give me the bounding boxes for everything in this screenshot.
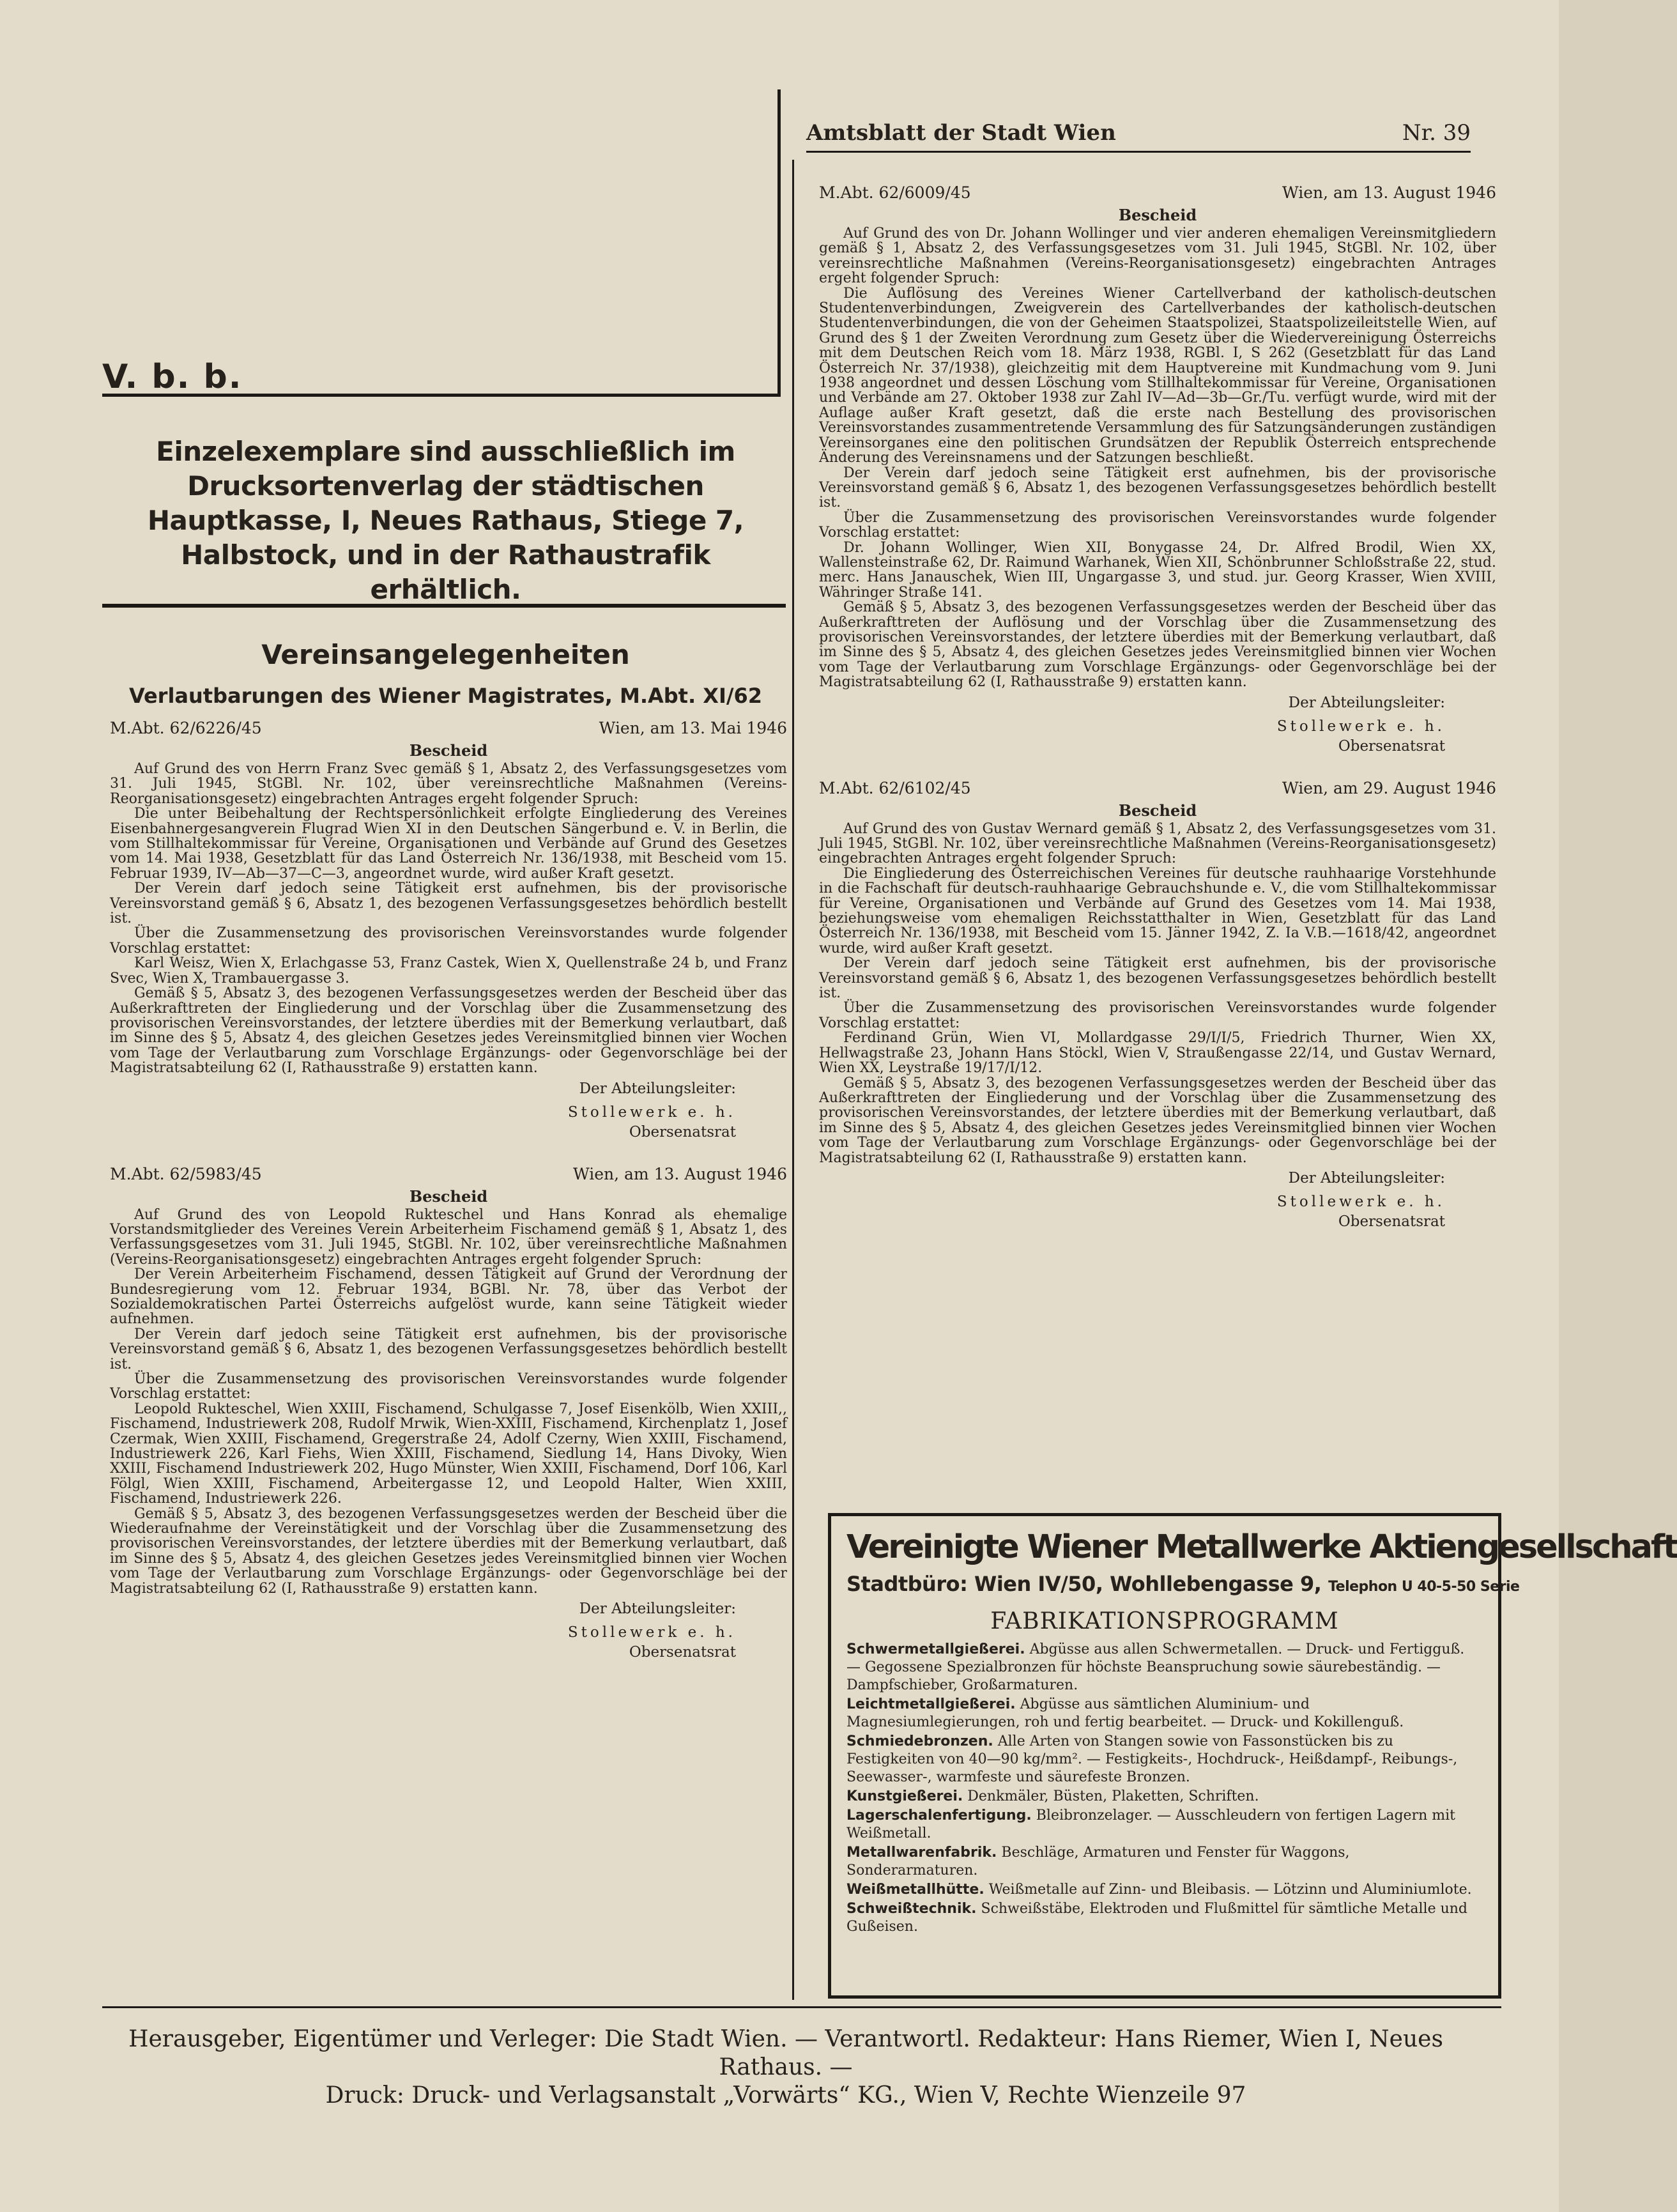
decree-ref: M.Abt. 62/6226/45 (110, 719, 262, 737)
advert-phone: Telephon U 40-5-50 Serie (1328, 1579, 1520, 1595)
decree (110, 721, 787, 1141)
decree-date: Wien, am 13. August 1946 (572, 1164, 787, 1183)
advert-item-name: Metallwarenfabrik. (846, 1845, 997, 1861)
advert-item-text: Bleibronzelager. — Ausschleudern von fertigen Lagern mit Weißmetall. (846, 1808, 1455, 1841)
advert-item-name: Schweißtechnik. (846, 1901, 977, 1917)
decree-ref-line (110, 721, 787, 740)
decree-date: Wien, am 13. August 1946 (1282, 183, 1496, 202)
decree-ref: M.Abt. 62/5983/45 (110, 1164, 262, 1183)
signature-title: Obersenatsrat (629, 1123, 736, 1141)
decree-ref: M.Abt. 62/6102/45 (819, 778, 971, 797)
masthead-box-right-rule (777, 89, 781, 396)
decree-paragraph: Über die Zusammensetzung des provisorischen Vereinsvorstandes wurde folgender Vorschlag erstattet: (110, 1371, 787, 1402)
section-title: Vereinsangelegenheiten (261, 639, 630, 670)
advert-item (846, 1881, 1483, 1899)
decree-paragraph: Die Auflösung des Vereines Wiener Cartellverband der katholisch-deutschen Studentenverbindungen, Zweigverein des Cartellverbandes der katholisch-deutschen Studentenverbindungen, die von der Geheimen Staatspolizei, Staatspolizeileitstelle Wien, auf Grund des § 1 der Zweiten Verordnung zum Gesetz über die Wiedervereinigung Österreichs mit dem Deutschen Reich vom 18. März 1938, RGBl. I, S 262 (Gesetzblatt für das Land Österreich Nr. 37/1938), gleichzeitig mit dem Hauptvereine mit Kundmachung vom 9. Juni 1938 angeordnet und dessen Löschung vom Stillhaltekommissar für Vereine, Organisationen und Verbände am 27. Oktober 1938 zur Zahl IV—Ad—3b—Gr./Tu. verfügt wurde, wird mit der Auflage außer Kraft gesetzt, daß die erste nach Bestellung des provisorischen Vereinsvorstandes zusammentretende Versammlung des für Satzungsänderungen zuständigen Vereinsorganes eine den politischen Grundsätzen der Republik Österreich entsprechende Änderung des Vereinsnamens und der Satzungen beschließt. (819, 285, 1496, 466)
advert-item-text: Denkmäler, Büsten, Plaketten, Schriften. (967, 1788, 1259, 1804)
advert-item-name: Weißmetallhütte. (846, 1882, 984, 1898)
column-divider-rule (792, 160, 794, 2000)
decree-paragraph: Der Verein darf jedoch seine Tätigkeit erst aufnehmen, bis der provisorische Vereinsvorstand gemäß § 6, Absatz 1, des bezogenen Verfassungsgesetzes behördlich bestellt ist. (819, 955, 1496, 1002)
advert-item-name: Leichtmetallgießerei. (846, 1696, 1016, 1712)
signature-name: Stollewerk e. h. (1276, 718, 1445, 735)
decree-paragraph: Dr. Johann Wollinger, Wien XII, Bonygasse 24, Dr. Alfred Brodil, Wien XX, Wallensteinstraße 62, Dr. Raimund Warhanek, Wien XII, Schönbrunner Schloßstraße 22, stud. merc. Hans Janauschek, Wien III, Ungargasse 3, und stud. jur. Georg Krasser, Wien XVIII, Währinger Straße 141. (819, 539, 1496, 601)
decree-paragraph: Leopold Rukteschel, Wien XXIII, Fischamend, Schulgasse 7, Josef Eisenkölb, Wien XXIII,, Fischamend, Industriewerk 208, Rudolf Mrwik, Wien-XXIII, Fischamend, Kirchenplatz 1, Josef Czermak, Wien XXIII, Fischamend, Gregerstraße 24, Adolf Czerny, Wien XXIII, Fischamend, Industriewerk 226, Karl Fiehs, Wien XXIII, Fischamend, Siedlung 14, Hans Divoky, Wien XXIII, Fischamend Industriewerk 202, Hugo Münster, Wien XXIII, Fischamend, Dorf 106, Karl Fölgl, Wien XXIII, Fischamend, Arbeitergasse 12, und Leopold Halter, Wien XXIII, Fischamend, Industriewerk 226. (110, 1401, 787, 1507)
vbb-mark: V. b. b. (102, 358, 243, 396)
advert-item-name: Schwermetallgießerei. (846, 1641, 1025, 1657)
decree-date: Wien, am 13. Mai 1946 (599, 719, 787, 737)
decree-paragraph: Die Eingliederung des Österreichischen Vereines für deutsche rauhhaarige Vorstehhunde in die Fachschaft für deutsch-rauhhaarige Gebrauchshunde e. V., die vom Stillhaltekommissar für Vereine, Organisationen und Verbände auf Grund des Gesetzes vom 14. Mai 1938, beziehungsweise vom ehemaligen Reichsstatthalter in Wien, Gesetzblatt für das Land Österreich Nr. 136/1938, mit Bescheid vom 15. Jänner 1942, Z. Ia V.B.—1618/42, angeordnet wurde, wird außer Kraft gesetzt. (819, 865, 1496, 956)
decree-paragraph: Der Verein darf jedoch seine Tätigkeit erst aufnehmen, bis der provisorische Vereinsvorstand gemäß § 6, Absatz 1, des bezogenen Verfassungsgesetzes behördlich bestellt ist. (110, 880, 787, 927)
advert-item (846, 1807, 1483, 1843)
advert-address-line (846, 1567, 1520, 1604)
decree-paragraph: Über die Zusammensetzung des provisorischen Vereinsvorstandes wurde folgender Vorschlag erstattet: (110, 925, 787, 956)
decree-ref: M.Abt. 62/6009/45 (819, 183, 971, 202)
decree-heading: Bescheid (1118, 206, 1197, 224)
decree-heading: Bescheid (1118, 801, 1197, 820)
decree-ref-line (819, 185, 1496, 204)
advert-item (846, 1788, 1483, 1806)
advert-company-name: Vereinigte Wiener Metallwerke Aktiengesellschaft (846, 1528, 1677, 1566)
decree-heading: Bescheid (409, 741, 488, 760)
decree (110, 1164, 787, 1662)
advert-item (846, 1696, 1483, 1732)
advert-item (846, 1641, 1483, 1694)
decree-heading: Bescheid (409, 1187, 488, 1206)
decree (819, 185, 1496, 755)
advert-item-text: Abgüsse aus sämtlichen Aluminium- und Magnesiumlegierungen, roh und fertig bearbeitet. — Druck- und Kokillenguß. (846, 1696, 1404, 1730)
signature-name: Stollewerk e. h. (567, 1103, 736, 1121)
right-column (819, 185, 1496, 1231)
signature-title: Obersenatsrat (1338, 737, 1445, 755)
page-header (806, 120, 1471, 150)
advert-item-name: Kunstgießerei. (846, 1788, 963, 1804)
decree-paragraph: Der Verein darf jedoch seine Tätigkeit erst aufnehmen, bis der provisorische Vereinsvorstand gemäß § 6, Absatz 1, des bezogenen Verfassungsgesetzes behördlich bestellt ist. (819, 465, 1496, 511)
advert-item-text: Schweißstäbe, Elektroden und Flußmittel für sämtliche Metalle und Gußeisen. (846, 1901, 1468, 1935)
imprint-line-1: Herausgeber, Eigentümer und Verleger: Die Stadt Wien. — Verantwortl. Redakteur: Hans Riemer, Wien I, Neues Rathaus. — (128, 2026, 1443, 2080)
signature-title: Obersenatsrat (629, 1644, 736, 1661)
advert-program-heading: FABRIKATIONSPROGRAMM (990, 1608, 1339, 1634)
decree-paragraph: Gemäß § 5, Absatz 3, des bezogenen Verfassungsgesetzes werden der Bescheid über das Außerkrafttreten der Eingliederung und der Vorschlag über die Zusammensetzung des provisorischen Vereinsvorstandes, der letztere überdies mit der Bemerkung verlautbart, daß im Sinne des § 5, Absatz 4, des gleichen Gesetzes jedes Vereinsmitglied binnen vier Wochen vom Tage der Verlautbarung zum Vorschlage Ergänzungs- oder Gegenvorschläge bei der Magistratsabteilung 62 (I, Rathausstraße 9) erstatten kann. (819, 1075, 1496, 1166)
signature-role: Der Abteilungsleiter: (579, 1601, 736, 1618)
decree (819, 778, 1496, 1231)
advert-item (846, 1844, 1483, 1880)
footer-top-rule (102, 2006, 1501, 2008)
decree-date: Wien, am 29. August 1946 (1282, 778, 1496, 797)
advert-item-text: Beschläge, Armaturen und Fenster für Waggons, Sonderarmaturen. (846, 1845, 1350, 1878)
advertisement-box (828, 1513, 1677, 1999)
decree-paragraph: Gemäß § 5, Absatz 3, des bezogenen Verfassungsgesetzes werden der Bescheid über das Außerkrafttreten der Eingliederung und der Vorschlag über die Zusammensetzung des provisorischen Vereinsvorstandes, der letztere überdies mit der Bemerkung verlautbart, daß im Sinne des § 5, Absatz 4, des gleichen Gesetzes jedes Vereinsmitglied binnen vier Wochen vom Tage der Verlautbarung zum Vorschlage Ergänzungs- oder Gegenvorschläge bei der Magistratsabteilung 62 (I, Rathausstraße 9) erstatten kann. (110, 985, 787, 1077)
issue-number: Nr. 39 (1402, 120, 1471, 146)
decree-paragraph: Über die Zusammensetzung des provisorischen Vereinsvorstandes wurde folgender Vorschlag erstattet: (819, 509, 1496, 541)
advert-item-text: Weißmetalle auf Zinn- und Bleibasis. — Lötzinn und Aluminiumlote. (988, 1882, 1472, 1898)
spacer (110, 1141, 787, 1167)
signature-role: Der Abteilungsleiter: (1288, 1169, 1445, 1187)
signature-role: Der Abteilungsleiter: (579, 1080, 736, 1097)
decree-paragraph: Auf Grund des von Leopold Rukteschel und Hans Konrad als ehemalige Vorstandsmitglieder des Vereines Verein Arbeiterheim Fischamend gemäß § 1, Absatz 1, des Verfassungsgesetzes vom 31. Juli 1945, StGBl. Nr. 102, über vereinsrechtliche Maßnahmen (Vereins-Reorganisationsgesetz) eingebrachten Antrages ergeht folgender Spruch: (110, 1206, 787, 1268)
advert-item-name: Lagerschalenfertigung. (846, 1808, 1032, 1824)
advert-office: Stadtbüro: Wien IV/50, Wohllebengasse 9, (846, 1572, 1322, 1596)
decree-ref-line (110, 1164, 787, 1186)
advert-item-name: Schmiedebronzen. (846, 1733, 993, 1749)
signature-name: Stollewerk e. h. (567, 1624, 736, 1641)
advert-item (846, 1900, 1483, 1936)
decree-paragraph: Über die Zusammensetzung des provisorischen Vereinsvorstandes wurde folgender Vorschlag erstattet: (819, 1000, 1496, 1031)
advert-item-text: Alle Arten von Stangen sowie von Fassonstücken bis zu Festigkeiten von 40—90 kg/mm². — Festigkeits-, Hochdruck-, Heißdampf-, Reibungs-, Seewasser-, warmfeste und säurefeste Bronzen. (846, 1733, 1458, 1785)
imprint-line-2: Druck: Druck- und Verlagsanstalt „Vorwärts“ KG., Wien V, Rechte Wienzeile 97 (325, 2082, 1246, 2108)
publication-title: Amtsblatt der Stadt Wien (806, 120, 1116, 146)
decree-paragraph: Der Verein Arbeiterheim Fischamend, dessen Tätigkeit auf Grund der Verordnung der Bundesregierung vom 12. Februar 1934, BGBl. Nr. 78, über das Verbot der Sozialdemokratischen Partei Österreichs aufgelöst wurde, kann seine Tätigkeit wieder aufnehmen. (110, 1266, 787, 1328)
signature-role: Der Abteilungsleiter: (1288, 694, 1445, 711)
decree-paragraph: Ferdinand Grün, Wien VI, Mollardgasse 29/I/I/5, Friedrich Thurner, Wien XX, Hellwagstraße 23, Johann Hans Stöckl, Wien V, Straußengasse 22/14, und Gustav Wernard, Wien XX, Leystraße 19/17/I/12. (819, 1030, 1496, 1077)
decree-ref-line (819, 778, 1496, 800)
decree-paragraph: Gemäß § 5, Absatz 3, des bezogenen Verfassungsgesetzes werden der Bescheid über das Außerkrafttreten der Auflösung und der Vorschlag über die Zusammensetzung des provisorischen Vereinsvorstandes, der letztere überdies mit der Bemerkung verlautbart, daß im Sinne des § 5, Absatz 4, des gleichen Gesetzes jedes Vereinsmitglied binnen vier Wochen vom Tage der Verlautbarung zum Vorschlage Ergänzungs- oder Gegenvorschläge bei der Magistratsabteilung 62 (I, Rathausstraße 9) erstatten kann. (819, 599, 1496, 691)
decree-paragraph: Gemäß § 5, Absatz 3, des bezogenen Verfassungsgesetzes werden der Bescheid über die Wiederaufnahme der Vereinstätigkeit und der Vorschlag über die Zusammensetzung des provisorischen Vereinsvorstandes, der letztere überdies mit der Bemerkung verlautbart, daß im Sinne des § 5, Absatz 4, des gleichen Gesetzes jedes Vereinsmitglied binnen vier Wochen vom Tage der Verlautbarung zum Vorschlage Ergänzungs- oder Gegenvorschläge bei der Magistratsabteilung 62 (I, Rathausstraße 9) erstatten kann. (110, 1505, 787, 1597)
sales-notice: Einzelexemplare sind ausschließlich im Drucksortenverlag der städtischen Hauptkasse, I, Neues Rathaus, Stiege 7, Halbstock, und in der Rathaustrafik erhältlich. (147, 436, 744, 605)
decree-paragraph: Auf Grund des von Dr. Johann Wollinger und vier anderen ehemaligen Vereinsmitgliedern gemäß § 1, Absatz 2, des Verfassungsgesetzes vom 31. Juli 1945, StGBl. Nr. 102, über vereinsrechtliche Maßnahmen (Vereins-Reorganisationsgesetz) eingebrachten Antrages ergeht folgender Spruch: (819, 226, 1496, 287)
advert-item-text: Abgüsse aus allen Schwermetallen. — Druck- und Fertigguß. — Gegossene Spezialbronzen für höchste Beanspruchung sowie säurebeständig. — Dampfschieber, Großarmaturen. (846, 1641, 1465, 1693)
decree-paragraph: Die unter Beibehaltung der Rechtspersönlichkeit erfolgte Eingliederung des Vereines Eisenbahnergesangverein Flugrad Wien XI in den Deutschen Sängerbund e. V. in Berlin, die vom Stillhaltekommissar für Vereine, Organisationen und Verbände auf Grund des Gesetzes vom 14. Mai 1938, Gesetzblatt für das Land Österreich Nr. 136/1938, mit Bescheid vom 15. Februar 1939, IV—Ab—37—C—3, angeordnet wurde, wird außer Kraft gesetzt. (110, 806, 787, 882)
decree-paragraph: Der Verein darf jedoch seine Tätigkeit erst aufnehmen, bis der provisorische Vereinsvorstand gemäß § 6, Absatz 1, des bezogenen Verfassungsgesetzes behördlich bestellt ist. (110, 1326, 787, 1372)
section-subtitle: Verlautbarungen des Wiener Magistrates, M.Abt. XI/62 (128, 684, 763, 708)
spacer (819, 755, 1496, 781)
decree-paragraph: Karl Weisz, Wien X, Erlachgasse 53, Franz Castek, Wien X, Quellenstraße 24 b, und Franz Svec, Wien X, Trambauergasse 3. (110, 955, 787, 987)
advert-item (846, 1733, 1483, 1786)
signature-name: Stollewerk e. h. (1276, 1193, 1445, 1210)
header-underline (806, 151, 1471, 153)
left-column (110, 721, 787, 1661)
imprint-footer (102, 2025, 1469, 2110)
decree-paragraph: Auf Grund des von Gustav Wernard gemäß § 1, Absatz 2, des Verfassungsgesetzes vom 31. Juli 1945, StGBl. Nr. 102, über vereinsrechtliche Maßnahmen (Vereins-Reorganisationsgesetz) eingebrachten Antrages ergeht folgender Spruch: (819, 820, 1496, 867)
signature-title: Obersenatsrat (1338, 1213, 1445, 1230)
decree-paragraph: Auf Grund des von Herrn Franz Svec gemäß § 1, Absatz 2, des Verfassungsgesetzes vom 31. Juli 1945, StGBl. Nr. 102, über vereinsrechtliche Maßnahmen (Vereins-Reorganisationsgesetz) eingebrachten Antrages ergeht folgender Spruch: (110, 761, 787, 807)
